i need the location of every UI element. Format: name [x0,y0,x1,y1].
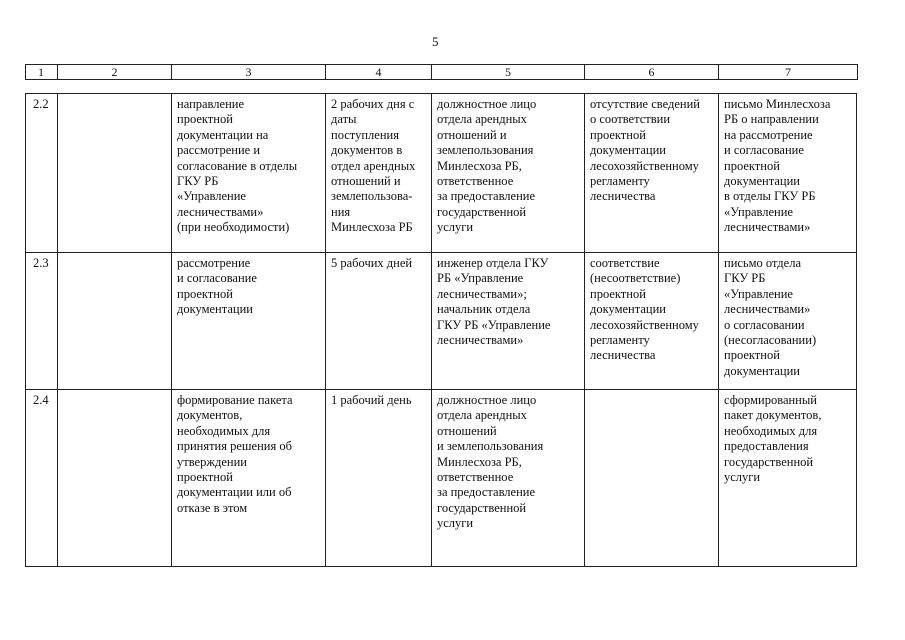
column-number: 6 [585,65,719,80]
action-cell: формирование пакета документов, необходимых для принятия решения об утверждении проектной документации или об отказе в этом [172,390,326,567]
responsible-cell: должностное лицо отдела арендных отношений и землепользования Минлесхоза РБ, ответственное за предоставление государственной услуги [432,94,585,253]
step-number: 2.4 [26,390,58,567]
page-number: 5 [432,34,439,49]
empty-cell [58,390,172,567]
empty-cell [58,253,172,390]
result-cell: сформированный пакет документов, необходимых для предоставления государственной услуги [719,390,857,567]
column-number: 1 [26,65,58,80]
column-number: 5 [432,65,585,80]
action-cell: направление проектной документации на рассмотрение и согласование в отделы ГКУ РБ «Управление лесничествами» (при необходимости) [172,94,326,253]
criteria-cell [585,390,719,567]
empty-cell [58,94,172,253]
column-number-header [25,64,858,80]
action-cell: рассмотрение и согласование проектной документации [172,253,326,390]
table-row [26,390,857,567]
result-cell: письмо отдела ГКУ РБ «Управление лесничествами» о согласовании (несогласовании) проектной документации [719,253,857,390]
responsible-cell: инженер отдела ГКУ РБ «Управление лесничествами»; начальник отдела ГКУ РБ «Управление лесничествами» [432,253,585,390]
step-number: 2.3 [26,253,58,390]
term-cell: 1 рабочий день [326,390,432,567]
procedure-table [25,93,857,567]
step-number: 2.2 [26,94,58,253]
criteria-cell: соответствие (несоответствие) проектной документации лесохозяйственному регламенту лесничества [585,253,719,390]
column-number: 7 [719,65,858,80]
table-row [26,94,857,253]
term-cell: 5 рабочих дней [326,253,432,390]
result-cell: письмо Минлесхоза РБ о направлении на рассмотрение и согласование проектной документации в отделы ГКУ РБ «Управление лесничествами» [719,94,857,253]
column-number: 3 [172,65,326,80]
column-number: 4 [326,65,432,80]
criteria-cell: отсутствие сведений о соответствии проектной документации лесохозяйственному регламенту лесничества [585,94,719,253]
term-cell: 2 рабочих дня с даты поступления документов в отдел арендных отношений и землепользова- ния Минлесхоза РБ [326,94,432,253]
column-number: 2 [58,65,172,80]
table-row [26,253,857,390]
responsible-cell: должностное лицо отдела арендных отношений и землепользования Минлесхоза РБ, ответственное за предоставление государственной услуги [432,390,585,567]
